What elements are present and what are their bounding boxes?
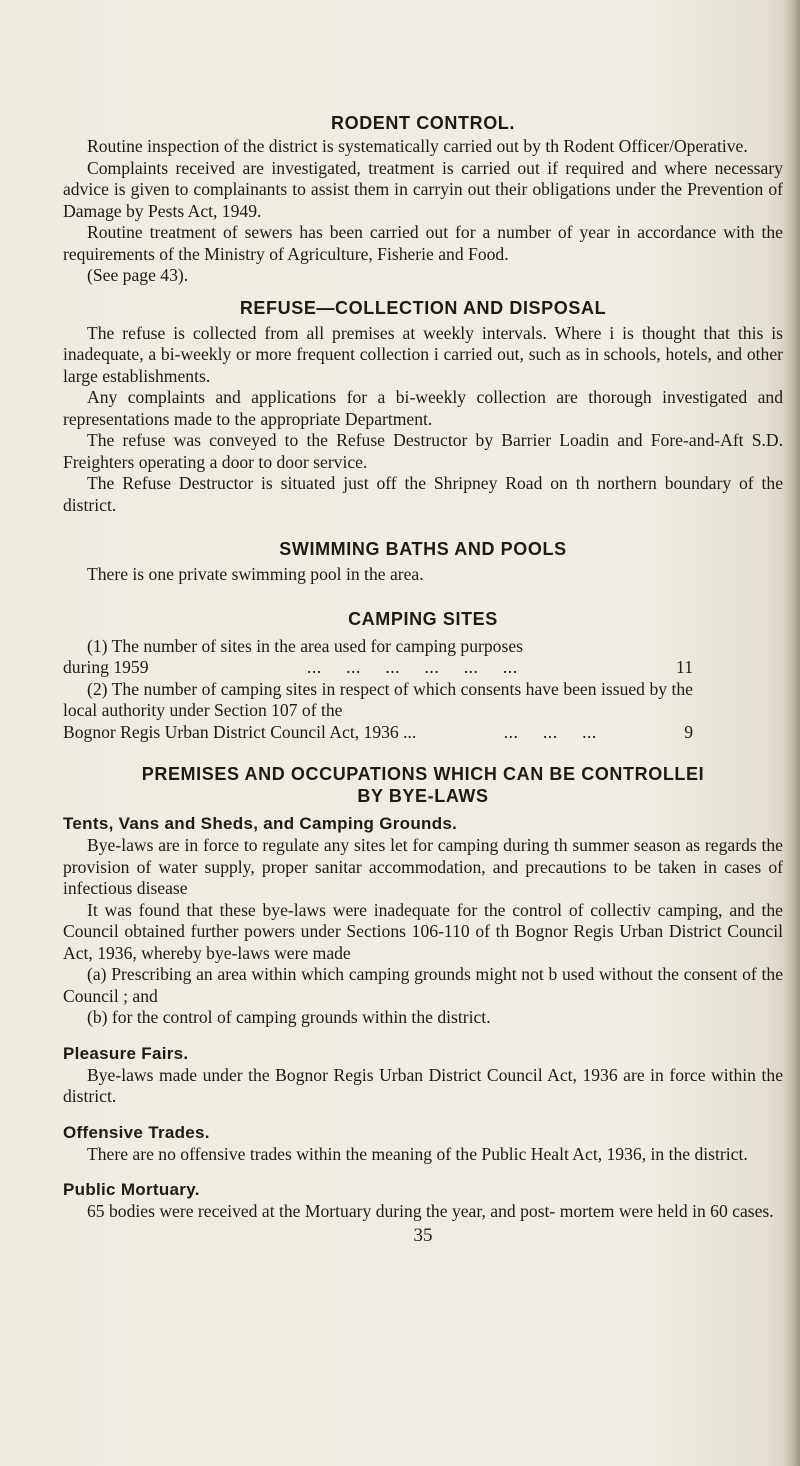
subheading-pleasure-fairs: Pleasure Fairs. (63, 1043, 189, 1063)
page-content (63, 112, 783, 1246)
camping-item-2-value: 9 (684, 721, 693, 742)
paragraph: Routine treatment of sewers has been carried out for a number of year in accordance with the requirements of the Ministry of Agriculture, Fisherie and Food. (63, 222, 783, 264)
paragraph: The Refuse Destructor is situated just off the Shripney Road on th northern boundary of the district. (63, 473, 783, 515)
camping-item-1: (1) The number of sites in the area used for camping purposes (87, 635, 523, 656)
paragraph: There is one private swimming pool in the area. (87, 564, 424, 584)
list-item-a: (a) Prescribing an area within which camping grounds might not b used without the consent of the Council ; and (63, 964, 783, 1006)
page-edge-shadow (784, 0, 800, 1466)
paragraph: Bye-laws made under the Bognor Regis Urban District Council Act, 1936 are in force within the district. (63, 1064, 783, 1106)
paragraph: Bye-laws are in force to regulate any sites let for camping during th summer season as regards the provision of water supply, proper sanitar accommodation, and precautions to be taken in cases of infectious disease (63, 835, 783, 898)
camping-item-2: (2) The number of camping sites in respect of which consents have been issued by the local authority under Section 107 of the (63, 678, 693, 720)
paragraph: Complaints received are investigated, treatment is carried out if required and where necessary advice is given to complainants to assist them in carryin out their obligations under the Prevention of Damage by Pests Act, 1949. (63, 157, 783, 221)
subheading-public-mortuary: Public Mortuary. (63, 1180, 200, 1199)
leader-dots: ... ... ... ... ... ... (306, 657, 518, 677)
paragraph: It was found that these bye-laws were inadequate for the control of collectiv camping, and the Council obtained further powers under Sections 106-110 of th Bognor Regis Urban District Council Act, 1936, whereby bye-laws were made (63, 899, 783, 963)
leader-dots: ... ... ... (503, 721, 597, 742)
paragraph: (See page 43). (87, 265, 189, 285)
subheading-offensive-trades: Offensive Trades. (63, 1122, 210, 1142)
camping-list (63, 636, 693, 744)
paragraph: The refuse is collected from all premises at weekly intervals. Where i is thought that this is inadequate, a bi-weekly or more frequent collection i carried out, such as in schools, hotels, and other large establishments. (63, 322, 783, 386)
camping-item-1-value-row (63, 657, 693, 679)
camping-item-2-value-row (63, 722, 693, 744)
heading-rodent-control: RODENT CONTROL. (331, 113, 515, 133)
paragraph: 65 bodies were received at the Mortuary during the year, and post- mortem were held in 60 cases. (87, 1201, 774, 1221)
paragraph: Any complaints and applications for a bi-weekly collection are thorough investigated and representations made to the appropriate Department. (63, 387, 783, 429)
camping-item-1-value: 11 (676, 657, 693, 677)
camping-item-2-continuation: Bognor Regis Urban District Council Act, 1936 ... (63, 721, 417, 742)
subheading-tents: Tents, Vans and Sheds, and Camping Grounds. (63, 814, 458, 833)
heading-camping: CAMPING SITES (348, 608, 498, 629)
camping-item-1-continuation: during 1959 (63, 657, 149, 677)
heading-refuse: REFUSE—COLLECTION AND DISPOSAL (239, 297, 607, 318)
heading-premises-line-2: BY BYE-LAWS (357, 786, 489, 806)
list-item-b: (b) for the control of camping grounds within the district. (87, 1007, 491, 1027)
page-number: 35 (413, 1224, 433, 1246)
heading-premises: PREMISES AND OCCUPATIONS WHICH CAN BE CONTROLLEI (141, 764, 705, 784)
heading-swimming: SWIMMING BATHS AND POOLS (279, 539, 567, 559)
paragraph: The refuse was conveyed to the Refuse Destructor by Barrier Loadin and Fore-and-Aft S.D. Freighters operating a door to door service. (63, 430, 783, 472)
paragraph: There are no offensive trades within the meaning of the Public Healt Act, 1936, in the district. (87, 1143, 748, 1164)
paragraph: Routine inspection of the district is systematically carried out by th Rodent Officer/Operative. (87, 136, 748, 156)
